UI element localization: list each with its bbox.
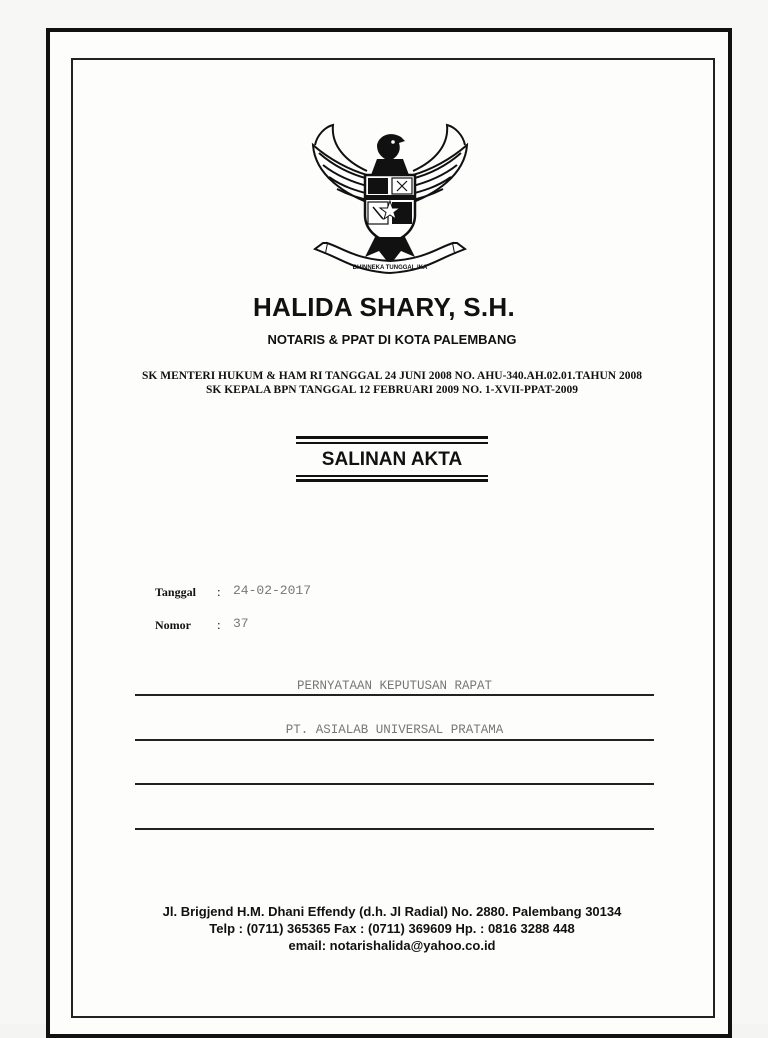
garuda-emblem-icon (305, 115, 475, 283)
nomor-value: 37 (233, 616, 249, 631)
footer-phone: Telp : (0711) 365365 Fax : (0711) 369609 Hp. : 0816 3288 448 (209, 921, 575, 936)
sk-line-2: SK KEPALA BPN TANGGAL 12 FEBRUARI 2009 NO. 1-XVII-PPAT-2009 (206, 384, 578, 396)
notary-name: HALIDA SHARY, S.H. (252, 292, 516, 322)
content-line-1-text: PERNYATAAN KEPUTUSAN RAPAT (296, 679, 493, 693)
content-line-4 (135, 828, 654, 830)
notary-title: NOTARIS & PPAT DI KOTA PALEMBANG (267, 332, 517, 347)
nomor-separator: : (217, 617, 221, 632)
content-line-3 (135, 783, 654, 785)
tanggal-separator: : (217, 584, 221, 599)
tanggal-label: Tanggal (155, 585, 196, 599)
title-rule-top-thick (296, 436, 488, 439)
title-rule-bottom-thick (296, 479, 488, 482)
sk-line-1: SK MENTERI HUKUM & HAM RI TANGGAL 24 JUNI 2008 NO. AHU-340.AH.02.01.TAHUN 2008 (142, 370, 642, 382)
title-rule-bottom-thin (296, 475, 488, 477)
nomor-label: Nomor (155, 618, 191, 632)
footer-email: email: notarishalida@yahoo.co.id (288, 938, 496, 953)
tanggal-value: 24-02-2017 (233, 583, 312, 598)
content-line-2-text: PT. ASIALAB UNIVERSAL PRATAMA (285, 723, 504, 737)
document-type-heading: SALINAN AKTA (321, 449, 463, 470)
footer-address: Jl. Brigjend H.M. Dhani Effendy (d.h. Jl Radial) No. 2880. Palembang 30134 (162, 904, 622, 919)
content-line-1 (135, 694, 654, 696)
emblem-motto: BHINNEKA TUNGGAL IKA (352, 265, 428, 271)
title-rule-top-thin (296, 442, 488, 444)
content-line-2 (135, 739, 654, 741)
